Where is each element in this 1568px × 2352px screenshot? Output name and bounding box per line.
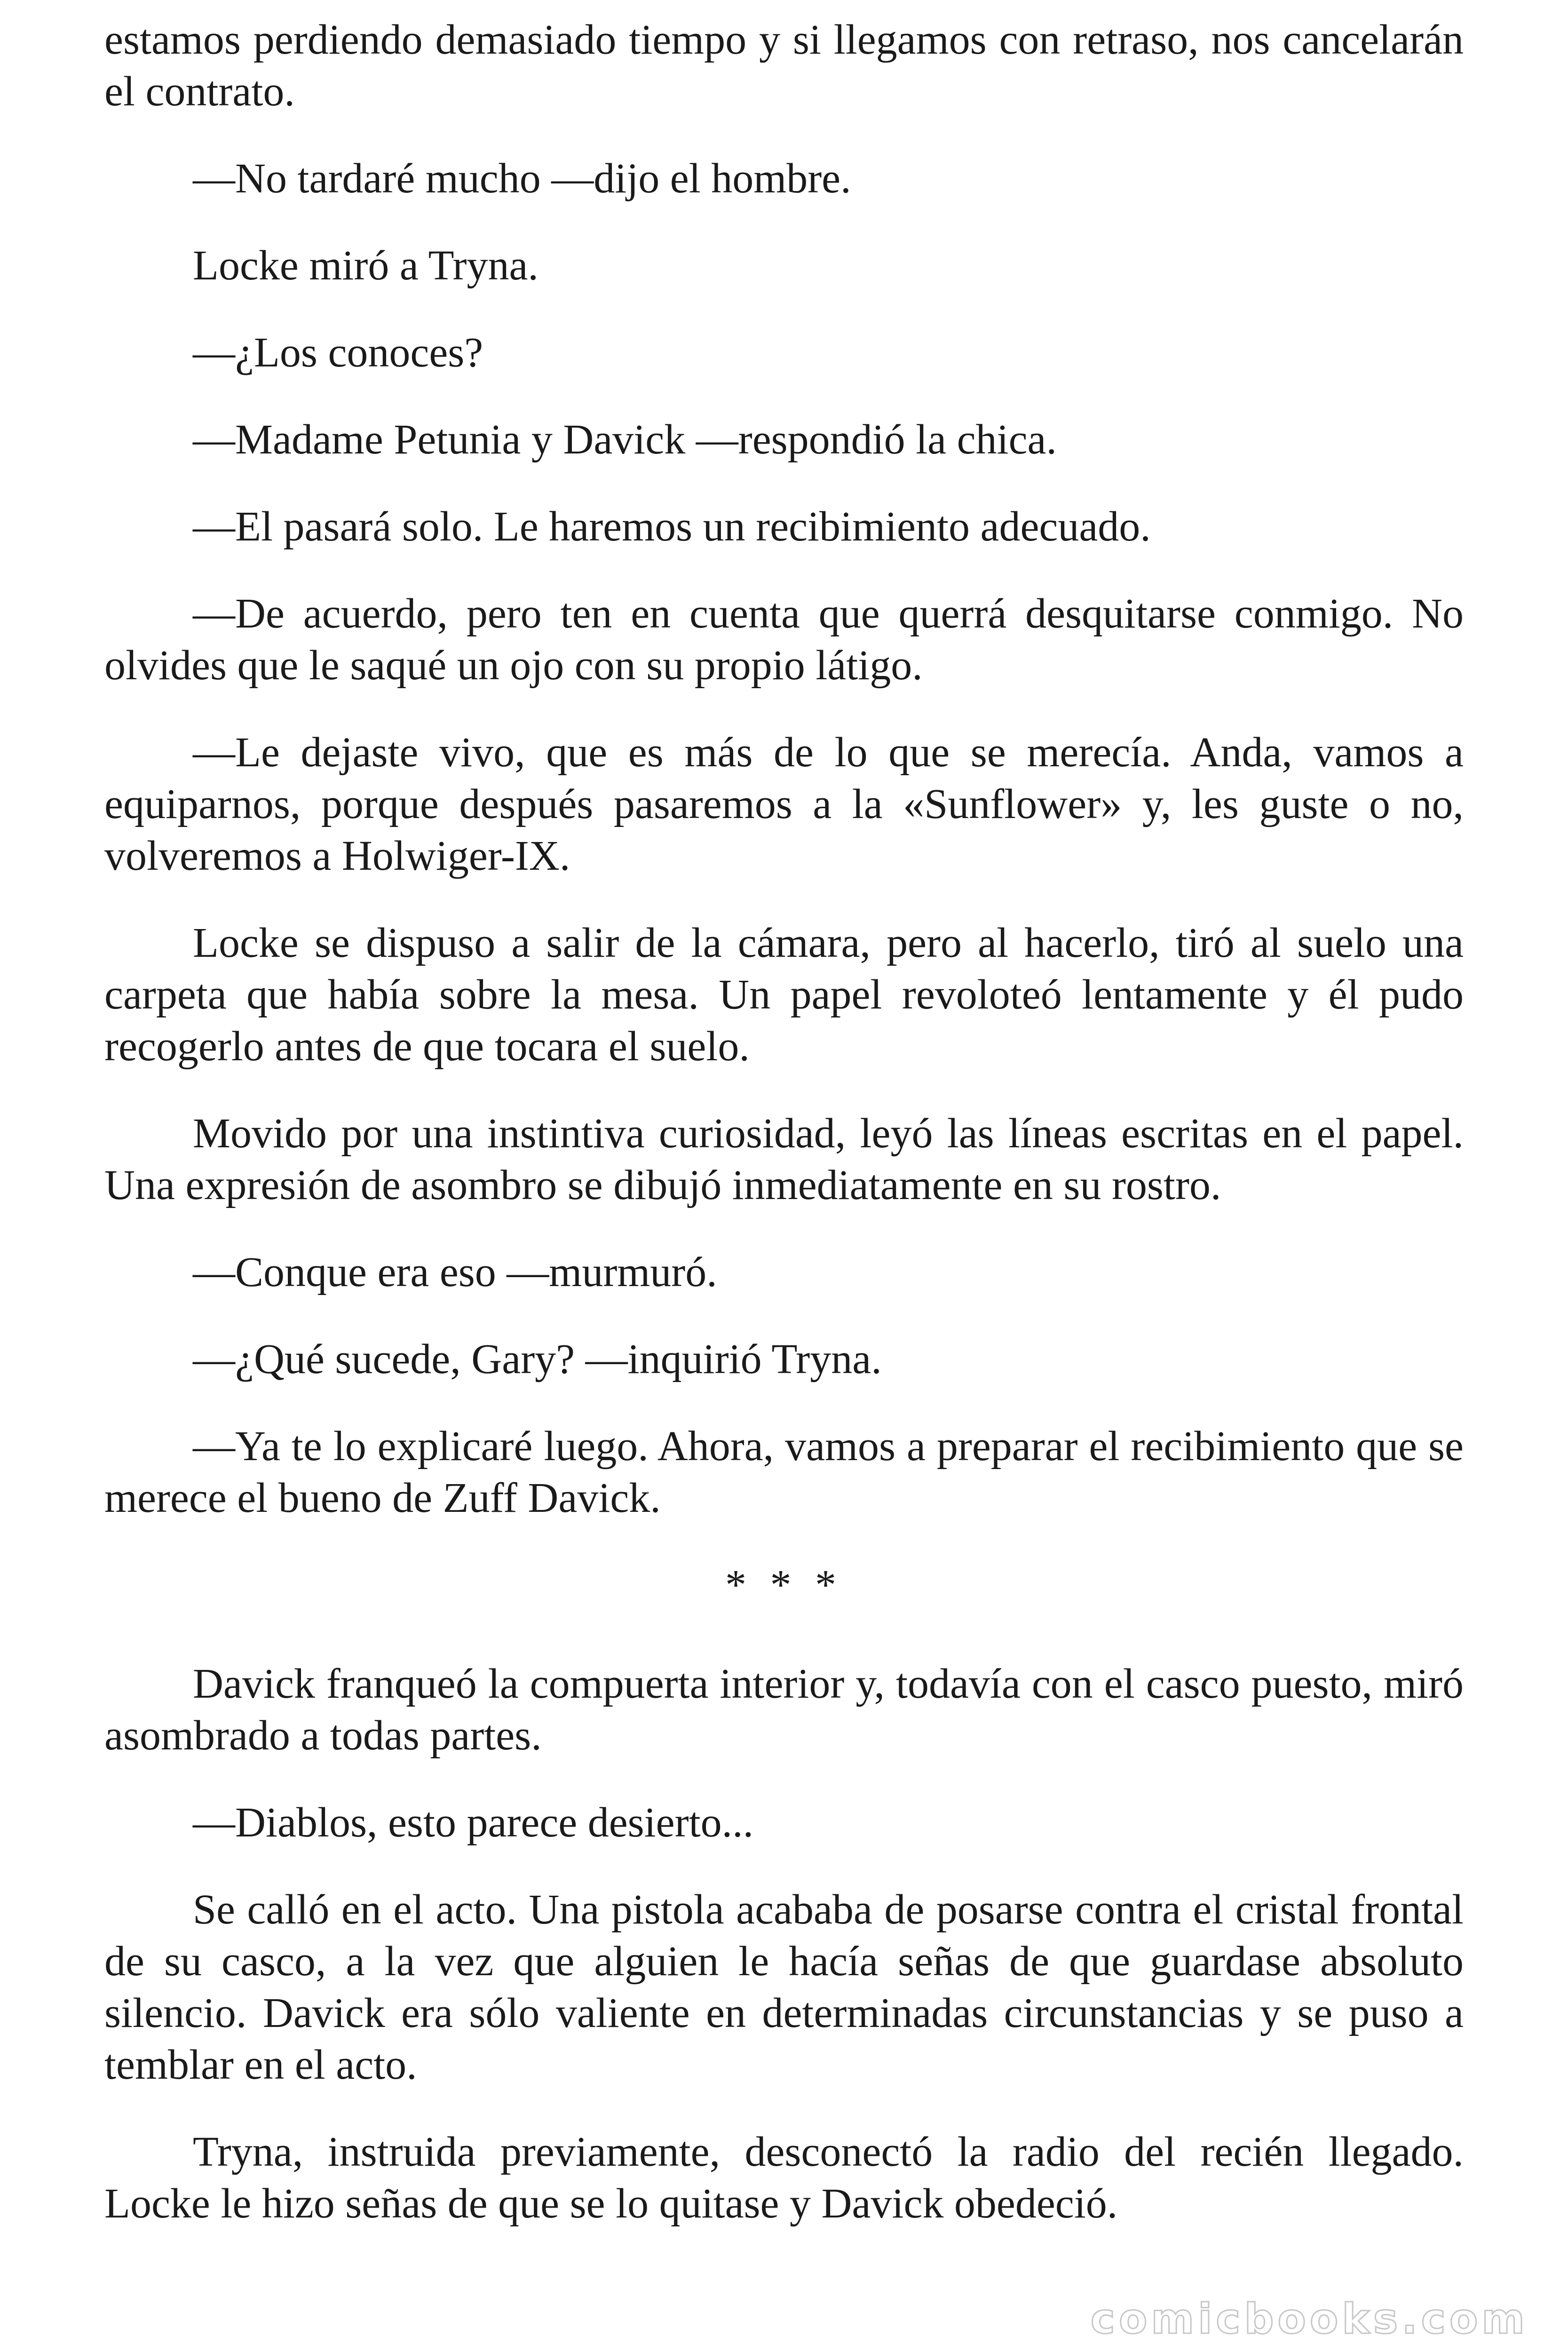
paragraph-10: Movido por una instintiva curiosidad, leyó las líneas escritas en el papel. Una expresión de asombro se dibujó inmediatamente en su rostro.	[104, 1110, 1464, 1208]
paragraph-5: —Madame Petunia y Davick —respondió la chica.	[193, 416, 1057, 463]
paragraph-3: Locke miró a Tryna.	[193, 242, 539, 289]
watermark: comicbooks.com	[1090, 2295, 1528, 2343]
page-text	[104, 14, 1464, 2265]
paragraph-9: Locke se dispuso a salir de la cámara, pero al hacerlo, tiró al suelo una carpeta que había sobre la mesa. Un papel revoloteó lentamente y él pudo recogerlo antes de que tocara el suelo.	[104, 920, 1464, 1070]
paragraph-15: —Diablos, esto parece desierto...	[193, 1799, 754, 1846]
paragraph-4: —¿Los conoces?	[193, 329, 483, 376]
paragraph-16: Se calló en el acto. Una pistola acababa de posarse contra el cristal frontal de su casco, a la vez que alguien le hacía señas de que guardase absoluto silencio. Davick era sólo valiente en determinadas circunstancias y se puso a temblar en el acto.	[104, 1886, 1464, 2088]
paragraph-17: Tryna, instruida previamente, desconectó la radio del recién llegado. Locke le hizo señas de que se lo quitase y Davick obedeció.	[104, 2129, 1464, 2227]
paragraph-14: Davick franqueó la compuerta interior y, todavía con el casco puesto, miró asombrado a todas partes.	[104, 1661, 1464, 1759]
paragraph-13: —Ya te lo explicaré luego. Ahora, vamos a preparar el recibimiento que se merece el bueno de Zuff Davick.	[104, 1423, 1464, 1521]
paragraph-7: —De acuerdo, pero ten en cuenta que querrá desquitarse conmigo. No olvides que le saqué un ojo con su propio látigo.	[104, 590, 1464, 689]
paragraph-12: —¿Qué sucede, Gary? —inquirió Tryna.	[193, 1336, 882, 1383]
paragraph-2: —No tardaré mucho —dijo el hombre.	[193, 155, 851, 202]
paragraph-11: —Conque era eso —murmuró.	[193, 1249, 717, 1295]
paragraph-6: —El pasará solo. Le haremos un recibimiento adecuado.	[193, 503, 1151, 550]
paragraph-1: estamos perdiendo demasiado tiempo y si llegamos con retraso, nos cancelarán el contrato.	[104, 16, 1464, 115]
section-break: * * *	[725, 1562, 843, 1608]
paragraph-8: —Le dejaste vivo, que es más de lo que se merecía. Anda, vamos a equiparnos, porque después pasaremos a la «Sunflower» y, les guste o no, volveremos a Holwiger-IX.	[104, 729, 1464, 879]
